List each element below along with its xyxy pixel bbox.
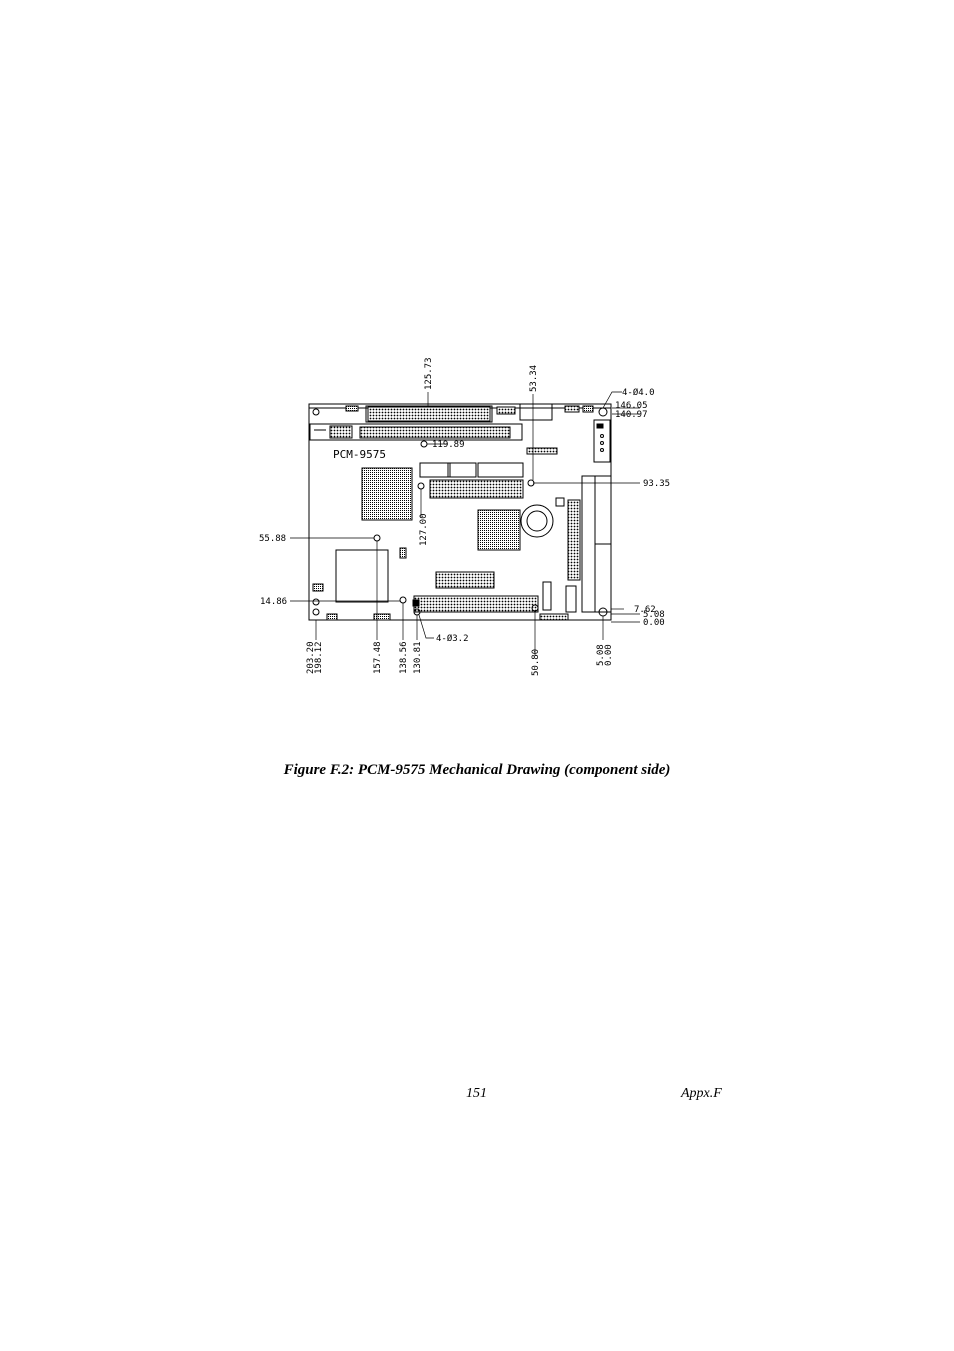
page-number: 151 bbox=[466, 1086, 487, 1101]
dim-0-00-right: 0.00 bbox=[643, 618, 665, 628]
dim-5-08-bottom: 5.08 bbox=[596, 644, 606, 666]
section-label: Appx.F bbox=[681, 1086, 722, 1101]
dim-146-05: 146.05 bbox=[615, 401, 648, 411]
board-label: PCM-9575 bbox=[333, 448, 386, 461]
dim-130-81: 130.81 bbox=[413, 641, 423, 674]
dim-7-62: 7.62 bbox=[634, 605, 656, 615]
dim-55-88: 55.88 bbox=[259, 534, 287, 544]
dim-4-phi32: 4-Ø3.2 bbox=[436, 634, 469, 644]
dim-119-89: 119.89 bbox=[432, 440, 465, 450]
cpu-chip bbox=[362, 468, 412, 520]
dim-0-00-bottom: 0.00 bbox=[604, 644, 614, 666]
dim-138-56: 138.56 bbox=[399, 641, 409, 674]
pc104-connector-j1 bbox=[368, 407, 490, 421]
dim-127-00: 127.00 bbox=[419, 513, 429, 546]
dim-53-34: 53.34 bbox=[529, 364, 539, 392]
dim-5-08-right: 5.08 bbox=[643, 610, 665, 620]
dim-198-12: 198.12 bbox=[314, 641, 324, 674]
dim-4-phi4: 4-Ø4.0 bbox=[622, 388, 655, 398]
dim-140-97: 140.97 bbox=[615, 410, 648, 420]
dim-93-35: 93.35 bbox=[643, 479, 671, 489]
dim-203-20: 203.20 bbox=[306, 641, 316, 674]
dim-157-48: 157.48 bbox=[373, 641, 383, 674]
dim-50-80: 50.80 bbox=[531, 648, 541, 676]
figure-caption: Figure F.2: PCM-9575 Mechanical Drawing (component side) bbox=[283, 762, 671, 778]
dim-14-86: 14.86 bbox=[260, 597, 288, 607]
dim-125-73: 125.73 bbox=[424, 357, 434, 390]
